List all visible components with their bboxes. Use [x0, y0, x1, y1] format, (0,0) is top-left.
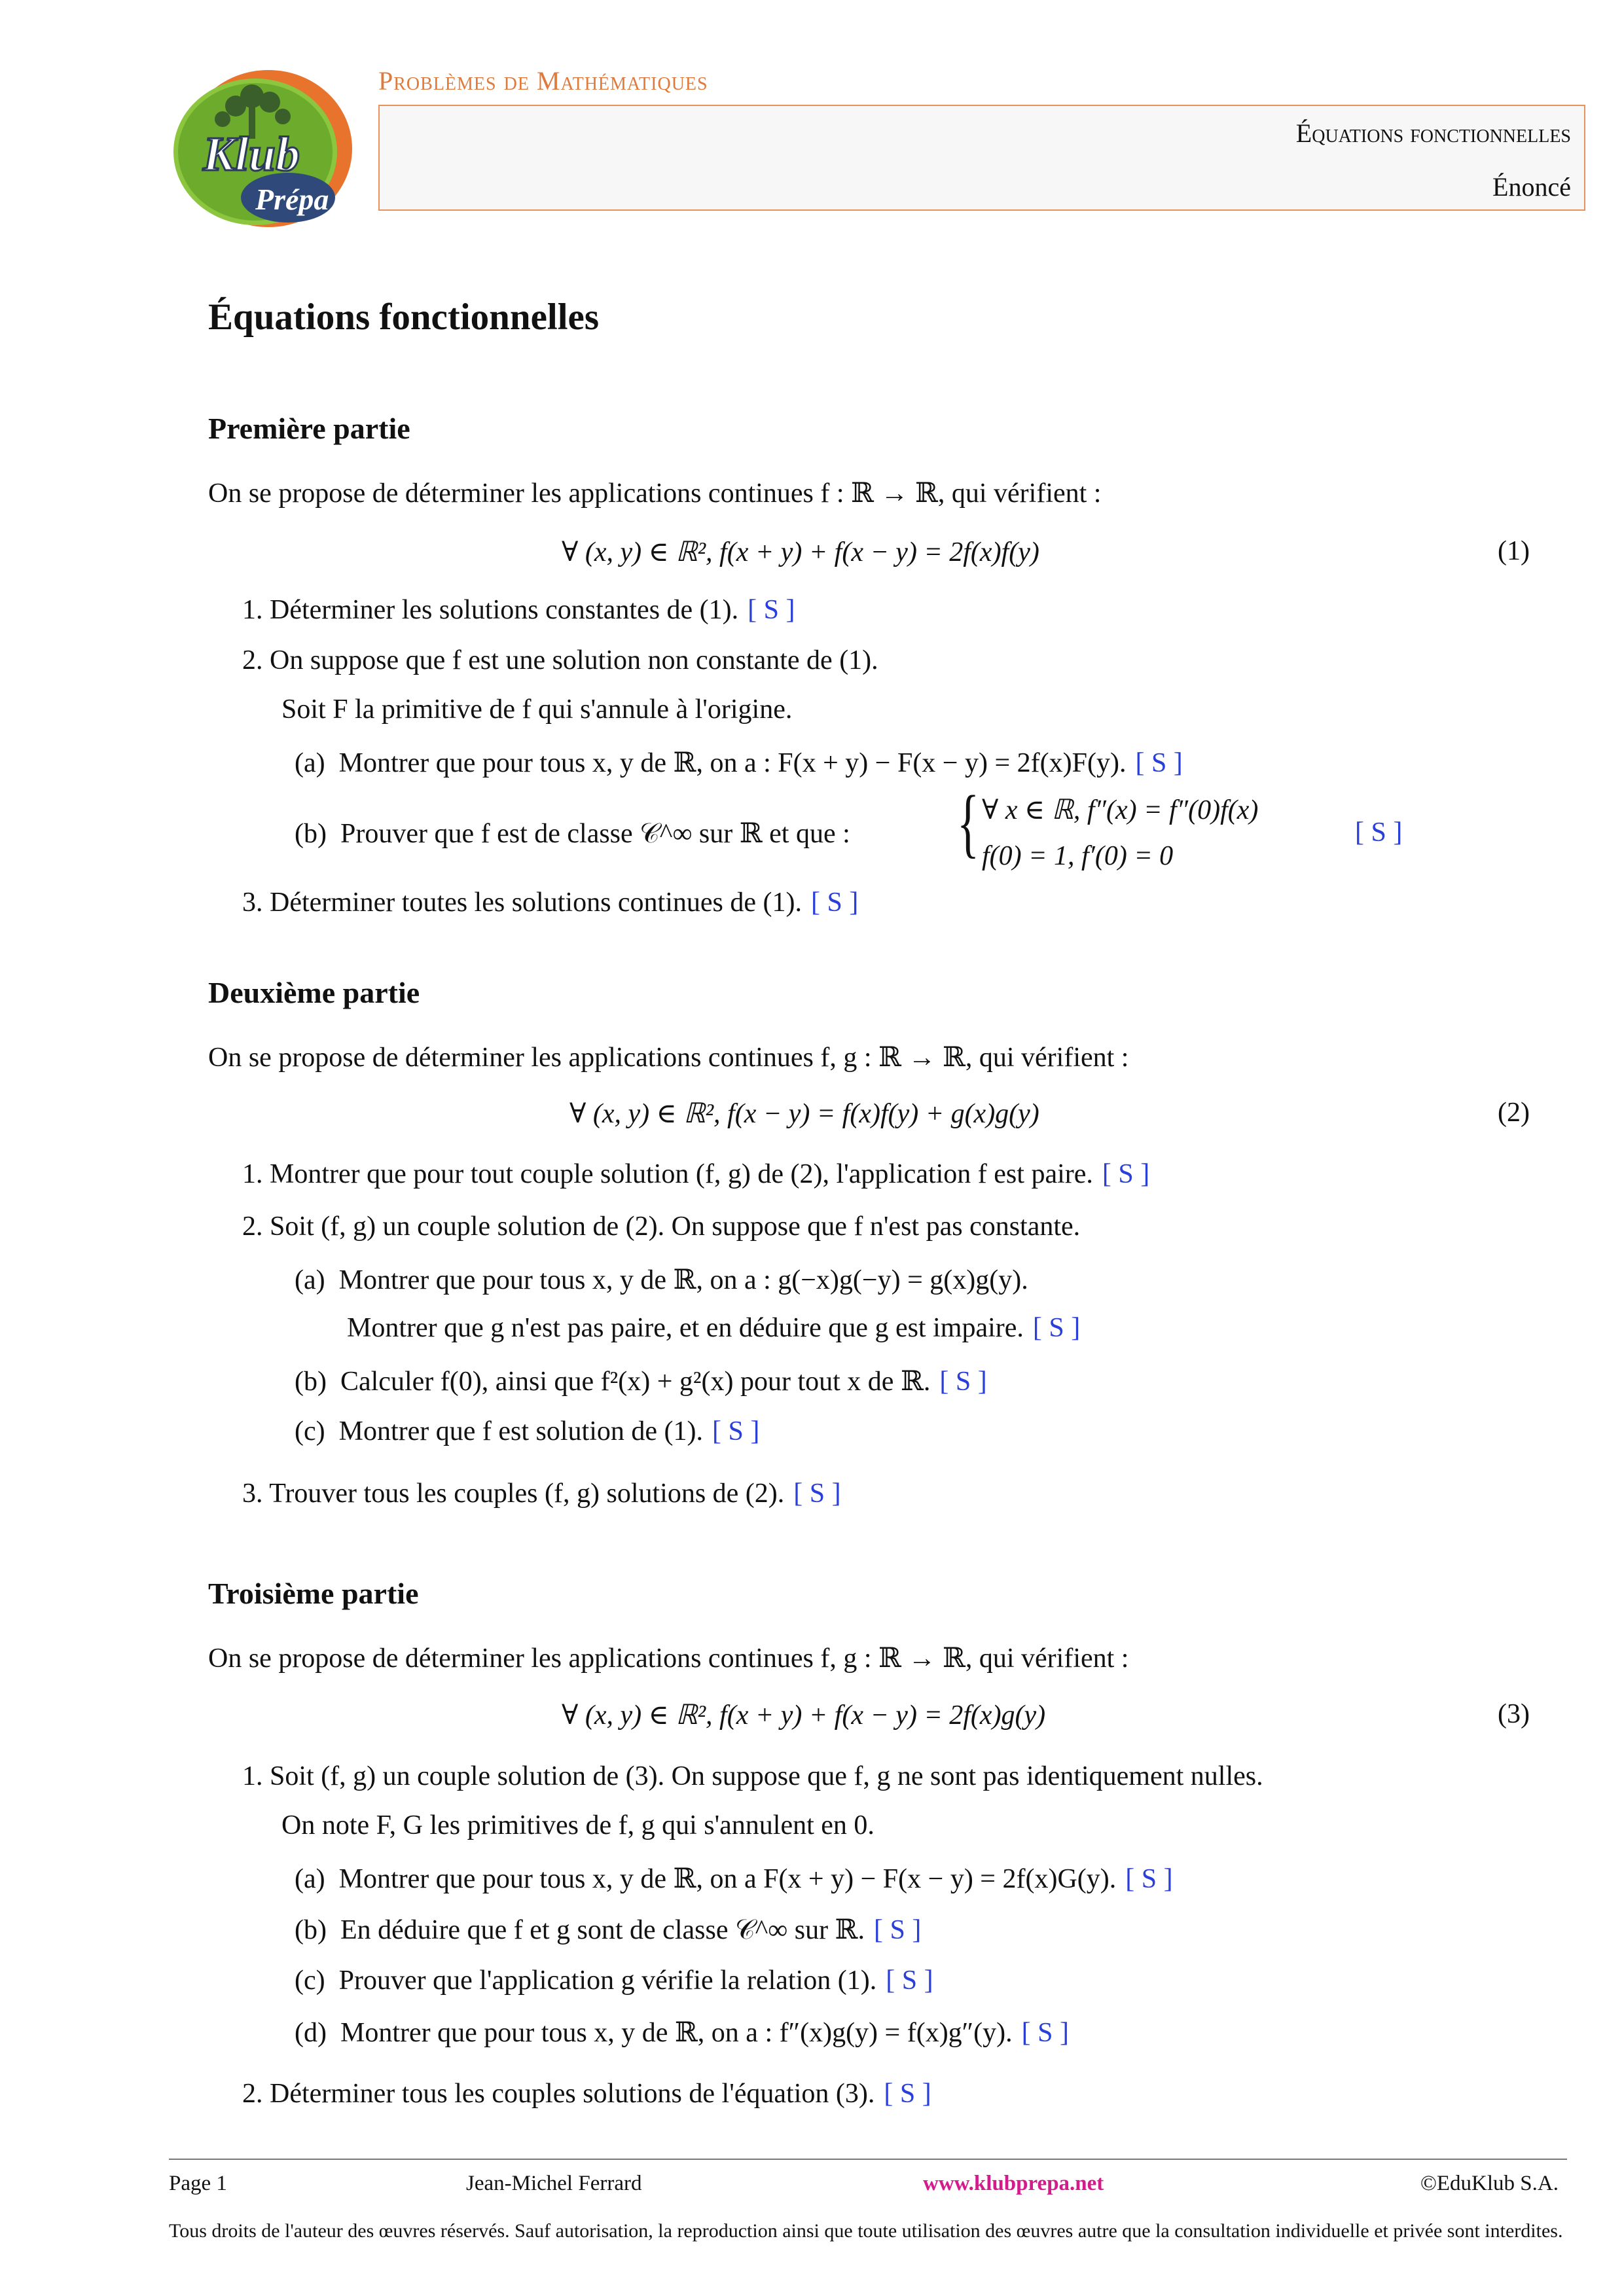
p2-question-3: 3. Trouver tous les couples (f, g) solutions de (2). [ S ]: [242, 1479, 841, 1509]
solution-link[interactable]: [ S ]: [1032, 1313, 1081, 1343]
solution-link[interactable]: [ S ]: [712, 1416, 760, 1446]
equation-2-number: (2): [1498, 1098, 1530, 1128]
p3-question-1d: (d) Montrer que pour tous x, y de ℝ, on a : f″(x)g(y) = f(x)g″(y). [ S ]: [295, 2018, 1069, 2048]
p3-question-1-line2: On note F, G les primitives de f, g qui s'annulent en 0.: [281, 1810, 875, 1840]
system-line-1: ∀ x ∈ ℝ, f″(x) = f″(0)f(x): [982, 795, 1259, 825]
part-1-intro: On se propose de déterminer les applications continues f : ℝ → ℝ, qui vérifient :: [208, 478, 1102, 509]
p1-question-2: 2. On suppose que f est une solution non constante de (1).: [242, 645, 878, 675]
part-2-heading: Deuxième partie: [208, 976, 420, 1009]
p1-question-2a: (a) Montrer que pour tous x, y de ℝ, on a : F(x + y) − F(x − y) = 2f(x)F(y). [ S ]: [295, 748, 1183, 778]
p3-question-1c: (c) Prouver que l'application g vérifie la relation (1). [ S ]: [295, 1965, 933, 1996]
solution-link[interactable]: [ S ]: [939, 1367, 987, 1397]
equation-1: ∀ (x, y) ∈ ℝ², f(x + y) + f(x − y) = 2f(x)f(y): [562, 537, 1039, 567]
solution-link[interactable]: [ S ]: [1102, 1159, 1150, 1189]
part-1-heading: Première partie: [208, 412, 410, 445]
solution-link[interactable]: [ S ]: [886, 1965, 933, 1996]
system-line-2: f(0) = 1, f′(0) = 0: [982, 841, 1174, 871]
equation-1-number: (1): [1498, 536, 1530, 566]
svg-text:Prépa: Prépa: [255, 183, 329, 216]
p3-question-1a: (a) Montrer que pour tous x, y de ℝ, on a F(x + y) − F(x − y) = 2f(x)G(y). [ S ]: [295, 1864, 1173, 1894]
solution-link[interactable]: [ S ]: [1355, 817, 1403, 848]
series-title: Problèmes de Mathématiques: [378, 66, 708, 96]
svg-text:Klub: Klub: [203, 128, 300, 181]
p3-question-2: 2. Déterminer tous les couples solutions de l'équation (3). [ S ]: [242, 2079, 931, 2109]
footer-url[interactable]: www.klubprepa.net: [923, 2172, 1104, 2195]
header-kind: Énoncé: [1492, 172, 1571, 202]
solution-link[interactable]: [ S ]: [1135, 748, 1183, 778]
solution-link[interactable]: [ S ]: [873, 1915, 922, 1945]
part-3-heading: Troisième partie: [208, 1577, 419, 1610]
footer-legal: Tous droits de l'auteur des œuvres réservés. Sauf autorisation, la reproduction ainsi que toute utilisation des œuvres autre que la consultation individuelle et privée sont interdites.: [169, 2220, 1563, 2242]
equation-3-number: (3): [1498, 1699, 1530, 1729]
equation-3: ∀ (x, y) ∈ ℝ², f(x + y) + f(x − y) = 2f(x)g(y): [562, 1700, 1046, 1731]
solution-link[interactable]: [ S ]: [811, 888, 859, 918]
solution-link[interactable]: [ S ]: [1125, 1864, 1173, 1894]
footer-author: Jean-Michel Ferrard: [466, 2172, 642, 2195]
p1-question-2b: (b) Prouver que f est de classe 𝒞^∞ sur ℝ et que :: [295, 819, 850, 849]
p2-question-2c: (c) Montrer que f est solution de (1). [ S ]: [295, 1416, 760, 1446]
part-2-intro: On se propose de déterminer les applications continues f, g : ℝ → ℝ, qui vérifient :: [208, 1043, 1129, 1073]
solution-link[interactable]: [ S ]: [884, 2079, 931, 2109]
footer-copyright: ©EduKlub S.A.: [1420, 2172, 1559, 2195]
p2-question-2: 2. Soit (f, g) un couple solution de (2). On suppose que f n'est pas constante.: [242, 1211, 1081, 1242]
p1-question-3: 3. Déterminer toutes les solutions continues de (1). [ S ]: [242, 888, 859, 918]
equation-2: ∀ (x, y) ∈ ℝ², f(x − y) = f(x)f(y) + g(x)g(y): [569, 1099, 1039, 1129]
header-box: [378, 105, 1585, 211]
footer-page: Page 1: [169, 2172, 227, 2195]
p2-question-2a: (a) Montrer que pour tous x, y de ℝ, on a : g(−x)g(−y) = g(x)g(y).: [295, 1265, 1028, 1295]
klubprepa-logo: [157, 60, 353, 230]
header-topic: Équations fonctionnelles: [1295, 118, 1571, 148]
p2-question-2a-line2: Montrer que g n'est pas paire, et en déduire que g est impaire. [ S ]: [347, 1313, 1081, 1343]
solution-link[interactable]: [ S ]: [793, 1479, 841, 1509]
brace: {: [957, 780, 979, 865]
p1-question-2b-solution: [1346, 817, 1402, 848]
part-3-intro: On se propose de déterminer les applications continues f, g : ℝ → ℝ, qui vérifient :: [208, 1643, 1129, 1674]
p3-question-1: 1. Soit (f, g) un couple solution de (3). On suppose que f, g ne sont pas identiquement nulles.: [242, 1761, 1263, 1791]
p3-question-1b: (b) En déduire que f et g sont de classe 𝒞^∞ sur ℝ. [ S ]: [295, 1915, 922, 1945]
solution-link[interactable]: [ S ]: [748, 595, 795, 625]
document-title: Équations fonctionnelles: [208, 296, 600, 338]
p1-question-2-line2: Soit F la primitive de f qui s'annule à l'origine.: [281, 694, 793, 725]
solution-link[interactable]: [ S ]: [1021, 2018, 1069, 2048]
p2-question-2b: (b) Calculer f(0), ainsi que f²(x) + g²(x) pour tout x de ℝ. [ S ]: [295, 1367, 987, 1397]
p2-question-1: 1. Montrer que pour tout couple solution (f, g) de (2), l'application f est paire. [ S ]: [242, 1159, 1150, 1189]
p1-question-1: 1. Déterminer les solutions constantes de (1). [ S ]: [242, 595, 795, 625]
footer-divider: [169, 2159, 1567, 2160]
